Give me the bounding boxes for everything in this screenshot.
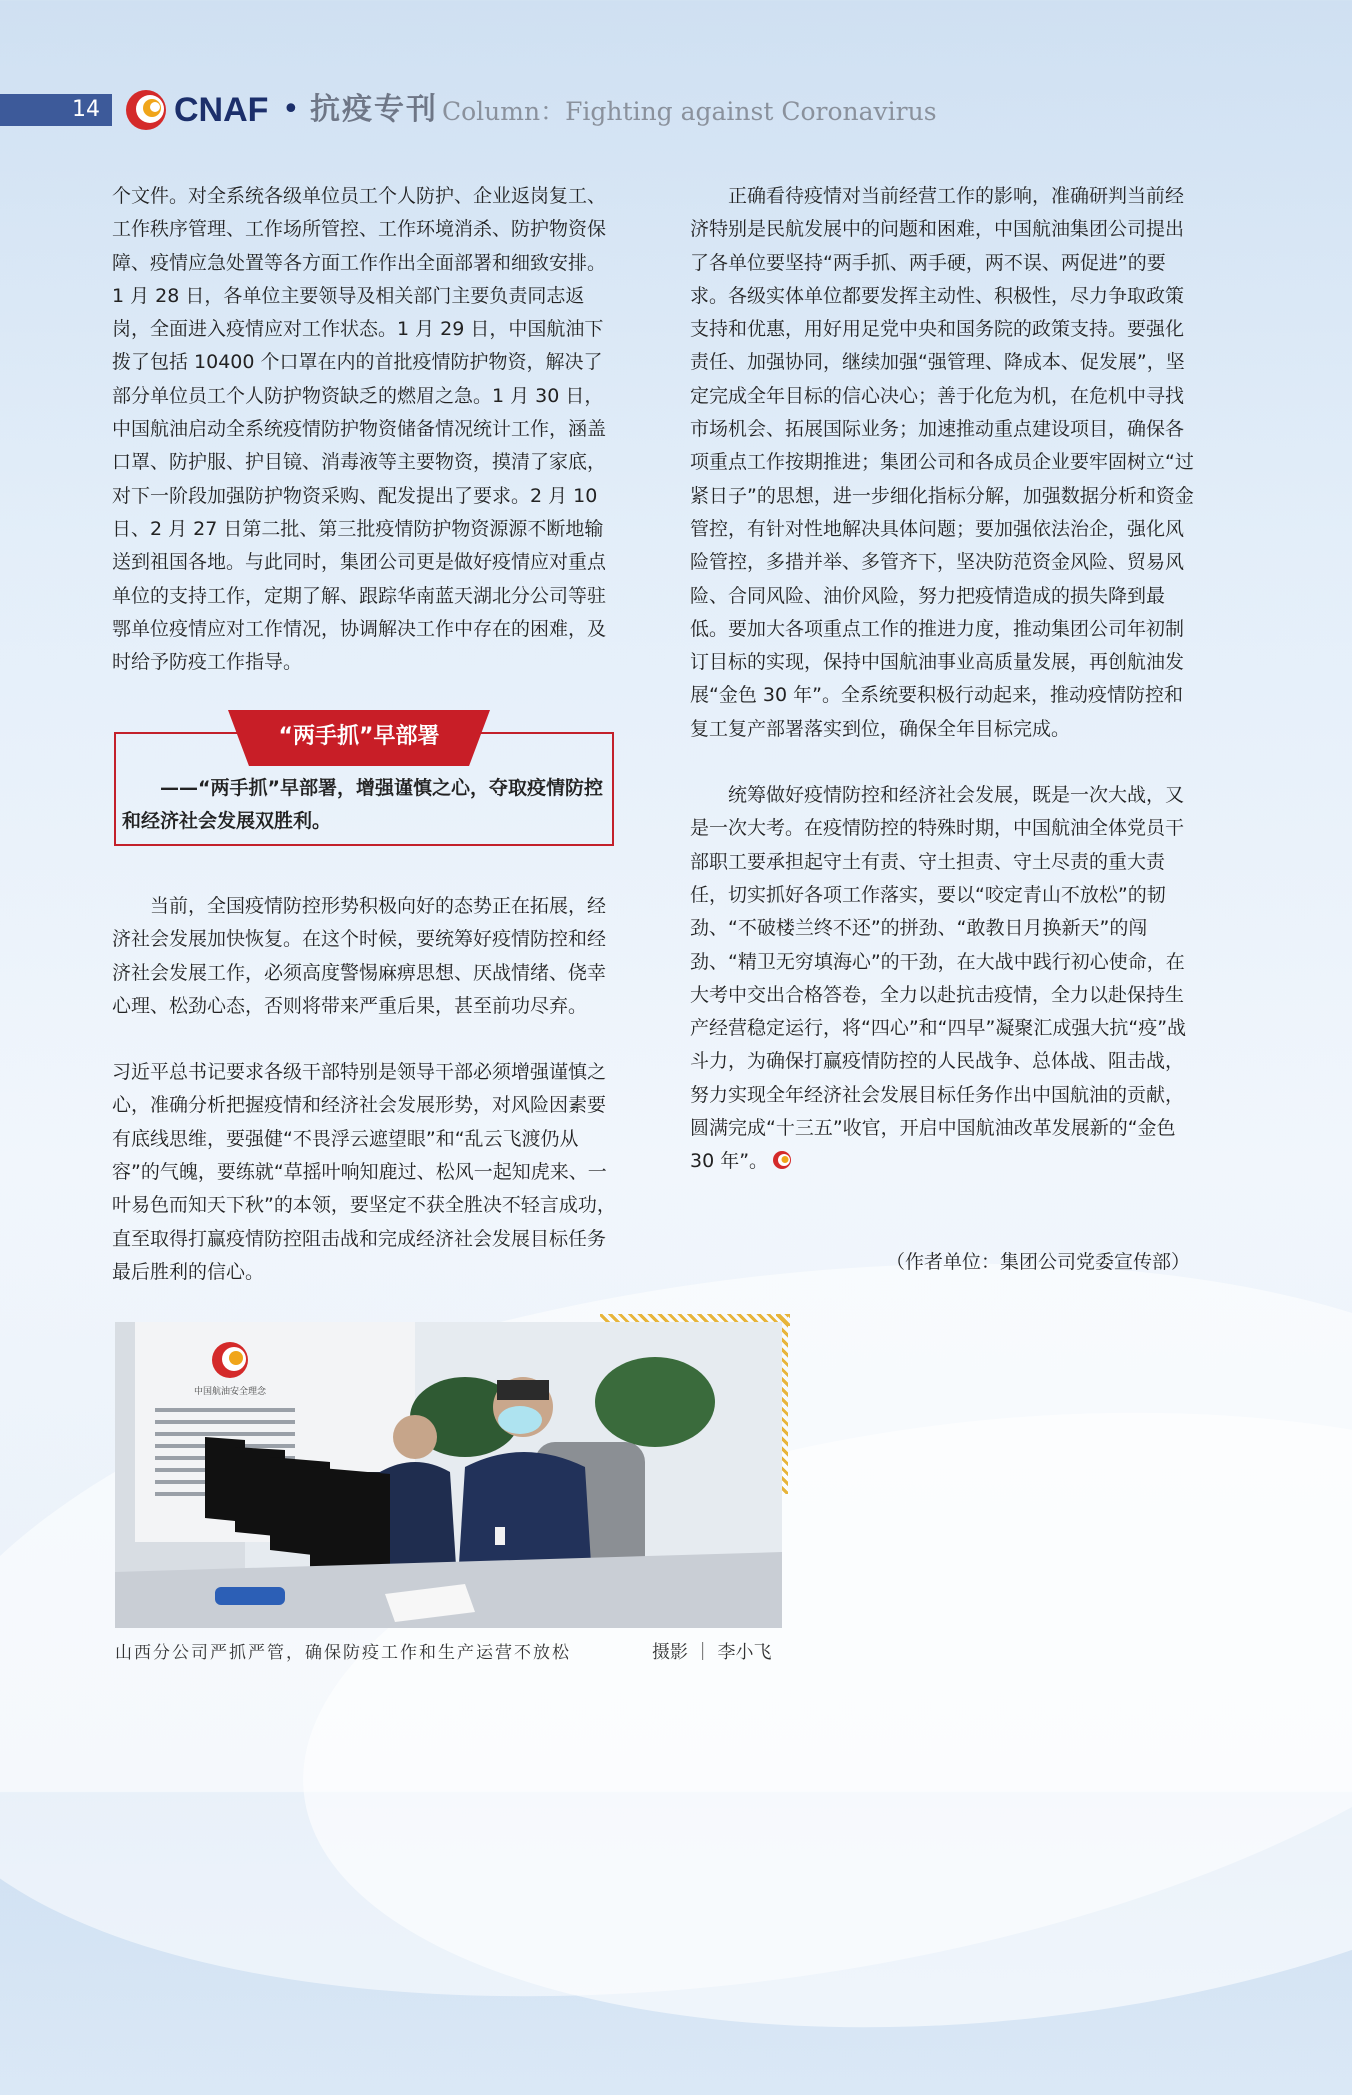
- callout-title: “两手抓”早部署: [278, 724, 440, 749]
- photo-wall-title: 中国航油安全理念: [193, 1387, 267, 1397]
- left-column-bottom: [112, 890, 617, 1289]
- paragraph: 个文件。对全系统各级单位员工个人防护、企业返岗复工、工作秩序管理、工作场所管控、工作环境消杀、防护物资保障、疫情应急处置等各方面工作作出全面部署和细致安排。1 月 28 日，各单位主要领导及相关部门主要负责同志返岗，全面进入疫情应对工作状态。1 月 29 日，中国航油下拨了包括 10400 个口罩在内的首批疫情防护物资，解决了部分单位员工个人防护物资缺乏的燃眉之急。1 月 30 日，中国航油启动全系统疫情防护物资储备情况统计工作，涵盖口罩、防护服、护目镜、消毒液等主要物资，摸清了家底，对下一阶段加强防护物资采购、配发提出了要求。2 月 10 日、2 月 27 日第二批、第三批疫情防护物资源源不断地输送到祖国各地。与此同时，集团公司更是做好疫情应对重点单位的支持工作，定期了解、跟踪华南蓝天湖北分公司等驻鄂单位疫情应对工作情况，协调解决工作中存在的困难，及时给予防疫工作指导。: [112, 185, 607, 674]
- left-column-top: [112, 180, 617, 679]
- photo: [115, 1322, 782, 1628]
- column-title-en: Column：Fighting against Coronavirus: [442, 97, 937, 126]
- page-number: 14: [72, 97, 100, 122]
- photo-illustration: [115, 1322, 782, 1628]
- page-header: [0, 88, 1352, 132]
- paragraph-text: 统筹做好疫情防控和经济社会发展，既是一次大战，又是一次大考。在疫情防控的特殊时期，中国航油全体党员干部职工要承担起守土有责、守土担责、守土尽责的重大责任，切实抓好各项工作落实，要以“咬定青山不放松”的韧劲、“不破楼兰终不还”的拼劲、“敢教日月换新天”的闯劲、“精卫无穷填海心”的干劲，在大战中践行初心使命，在大考中交出合格答卷，全力以赴抗击疫情，全力以赴保持生产经营稳定运行，将“四心”和“四早”凝聚汇成强大抗“疫”战斗力，为确保打赢疫情防控的人民战争、总体战、阻击战，努力实现全年经济社会发展目标任务作出中国航油的贡献，圆满完成“十三五”收官，开启中国航油改革发展新的“金色 30 年”。: [690, 784, 1187, 1173]
- paragraph: 正确看待疫情对当前经营工作的影响，准确研判当前经济特别是民航发展中的问题和困难，中国航油集团公司提出了各单位要坚持“两手抓、两手硬，两不误、两促进”的要求。各级实体单位都要发挥主动性、积极性，尽力争取政策支持和优惠，用好用足党中央和国务院的政策支持。要强化责任、加强协同，继续加强“强管理、降成本、促发展”，坚定完成全年目标的信心决心；善于化危为机，在危机中寻找市场机会、拓展国际业务；加速推动重点建设项目，确保各项重点工作按期推进；集团公司和各成员企业要牢固树立“过紧日子”的思想，进一步细化指标分解，加强数据分析和资金管控，有针对性地解决具体问题；要加强依法治企，强化风险管控，多措并举、多管齐下，坚决防范资金风险、贸易风险、合同风险、油价风险，努力把疫情造成的损失降到最低。要加大各项重点工作的推进力度，推动集团公司年初制订目标的实现，保持中国航油事业高质量发展，再创航油发展“金色 30 年”。全系统要积极行动起来，推动疫情防控和复工复产部署落实到位，确保全年目标完成。: [690, 185, 1194, 740]
- right-column: [690, 180, 1198, 1179]
- column-title-cn: 抗疫专刊: [310, 92, 438, 127]
- end-mark-icon: [772, 1150, 792, 1170]
- brand-name: CNAF: [174, 91, 269, 129]
- cnaf-logo-icon: [124, 88, 168, 132]
- paragraph: [690, 779, 1198, 1179]
- callout-body: ——“两手抓”早部署，增强谨慎之心，夺取疫情防控和经济社会发展双胜利。: [122, 777, 603, 832]
- photo-caption: 山西分公司严抓严管，确保防疫工作和生产运营不放松: [115, 1643, 571, 1663]
- header-separator: •: [282, 92, 300, 127]
- paragraph: 当前，全国疫情防控形势积极向好的态势正在拓展，经济社会发展加快恢复。在这个时候，要统筹好疫情防控和经济社会发展工作，必须高度警惕麻痹思想、厌战情绪、侥幸心理、松劲心态，否则将带来严重后果，甚至前功尽弃。: [112, 895, 607, 1017]
- paragraph: 习近平总书记要求各级干部特别是领导干部必须增强谨慎之心，准确分析把握疫情和经济社会发展形势，对风险因素要有底线思维，要强健“不畏浮云遮望眼”和“乱云飞渡仍从容”的气魄，要练就“草摇叶响知鹿过、松风一起知虎来、一叶易色而知天下秋”的本领，要坚定不获全胜决不轻言成功，直至取得打赢疫情防控阻击战和完成经济社会发展目标任务最后胜利的信心。: [112, 1061, 616, 1283]
- author-byline: （作者单位：集团公司党委宣传部）: [885, 1251, 1190, 1273]
- photo-credit: 摄影 ｜ 李小飞: [652, 1642, 772, 1663]
